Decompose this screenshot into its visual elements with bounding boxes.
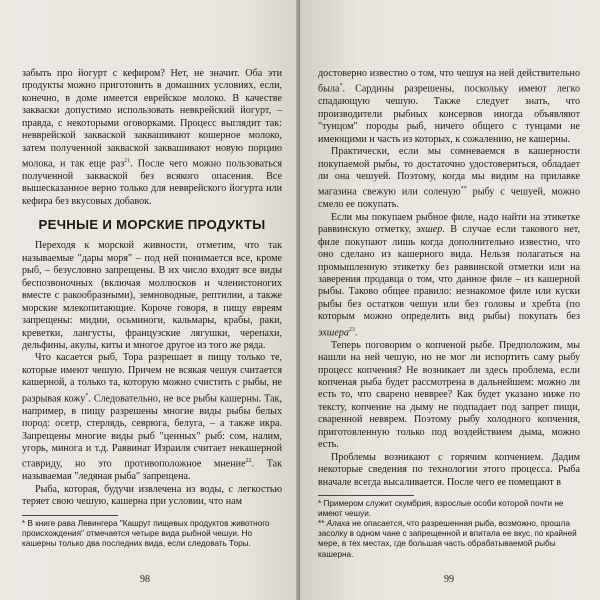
right-footnote-1: * Примером служит скумбрия, взрослые особи которой почти не имеют чешуи. [318, 499, 564, 519]
section-heading: РЕЧНЫЕ И МОРСКИЕ ПРОДУКТЫ [38, 217, 266, 233]
left-paragraph-3: Что касается рыб, Тора разрешает в пищу только те, которые имеют чешую. Причем не всякая чешуя считается кашерной, а только та, которую можно счистить с рыбы, не разрывая кожу*. Следовательно, не все рыбы кашерны. Так, например, в пищу разрешены многие виды рыбы белых пород: осетр, стерлядь, севрюга, белуга, – а также икра. Запрещены многие виды рыб "ценных" рыб: сом, налим, угорь, минога и т.д. Раввинат Израиля считает некашерной ставриду, но это противоположное мнение$^{22}$. Так называемая "ледяная рыба" запрещена. [22, 352, 282, 483]
right-paragraph-2: Практически, если мы сомневаемся в кашерности покупаемой рыбы, то достаточно удостовериться, обладает ли она чешуей. Поэтому, когда мы видим на прилавке магазина свежую или соленую** рыбу с чешуей, можно смело ее покупать. [318, 146, 580, 211]
right-paragraph-4: Теперь поговорим о копченой рыбе. Предположим, мы нашли на ней чешую, но не мог ли испортить саму рыбу процесс копчения? Не возникает ли здесь проблема, если копченая рыба будет рассмотрена в дальнейшем: можно ли есть то, что сварено невврее? Как будет указано ниже по тексту, копчение на дыму не подпадает под запрет пищи, сваренной невврем. Поэтому рыбу холодного копчения, приготовленную только под воздействием дыма, можно есть. [318, 339, 580, 451]
left-paragraph-2: Переходя к морской живности, отметим, что так называемые "дары моря" – под ней понимается все, кроме рыб, – безусловно запрещены. В их число входят все виды беспозвоночных (включая моллюсков и членистоногих вместе с ракообразными), земноводные, рептилии, а также морские млекопитающие. Короче говоря, в пищу евреям запрещены: мидии, осьминоги, кальмары, крабы, раки, креветки, лангусты, французские лягушки, черепахи, дельфины, акулы, киты и многое другое из того же ряда. [22, 240, 282, 351]
footnote-divider [22, 515, 118, 516]
footnote-divider-right [318, 495, 414, 496]
left-page [0, 0, 298, 600]
right-page [300, 0, 600, 600]
right-footnote-2: ** Алаха не опасается, что разрешенная рыба, возможно, прошла засолку в одном чане с запрещенной и впитала ее вкус, по крайней мере, в тех местах, где большая часть обрабатываемой рыбы кашерна. [318, 519, 577, 559]
left-paragraph-4: Рыба, которая, будучи извлечена из воды, с легкостью теряет свою чешую, кашерна при условии, что нам [22, 483, 282, 508]
page-number-right: 99 [444, 574, 454, 585]
right-paragraph-5: Проблемы возникают с горячим копчением. Дадим некоторые сведения по технологии этого процесса. Рыба вначале всегда высаливается. После чего ее помещают в [318, 451, 580, 488]
left-footnote: * В книге рава Левингера "Кашрут пищевых продуктов животного происхождения" отмечается четыре вида рыбной чешуи. Но кашерны только два последних вида, если следовать Торы. [22, 518, 270, 548]
right-paragraph-3: Если мы покупаем рыбное филе, надо найти на этикетке раввинскую отметку, эхшер. В случае если такового нет, филе покупают лишь когда дополнительно известно, что оно сделано из кашерного вида. Нельзя полагаться на промышленную этикетку без раввинской отметки или на заверения продавца о том, что данное филе – из кашерной рыбы. Таково общее правило: незнакомое филе или куски рыбы без остатков чешуи или без головы и хребта (по которым можно определить вид рыбы) покупать без эхшера$^{23}$. [318, 211, 580, 339]
right-paragraph-1: достоверно известно о том, что чешуя на ней действительно была*. Сардины разрешены, поскольку имеют легко спадающую чешую. Также следует знать, что производители рыбных консервов иногда объявляют "тунцом" породы рыб, ничего общего с тунцами не имеющими и часть из которых, к сожалению, не кашерны. [318, 68, 580, 145]
page-number-left: 98 [140, 574, 150, 585]
left-paragraph-1: забыть про йогурт с кефиром? Нет, не значит. Оба эти продукты можно приготовить в домашних условиях, если, конечно, в доме имеется еврейское молоко. В качестве закваски допустимо использовать невкрейский йогурт, – правда, с некоторыми оговорками. Процесс выглядит так: невврейской закваской заквашивают кошерное молоко, затем полученной закваской заквашивают новую порцию молока, и так еще раз$^{21}$. После чего можно пользоваться полученной закваской без всякого опасения. Все вышесказанное верно только для невврейского йогурта или кефира без вкусовых добавок. [22, 68, 282, 207]
